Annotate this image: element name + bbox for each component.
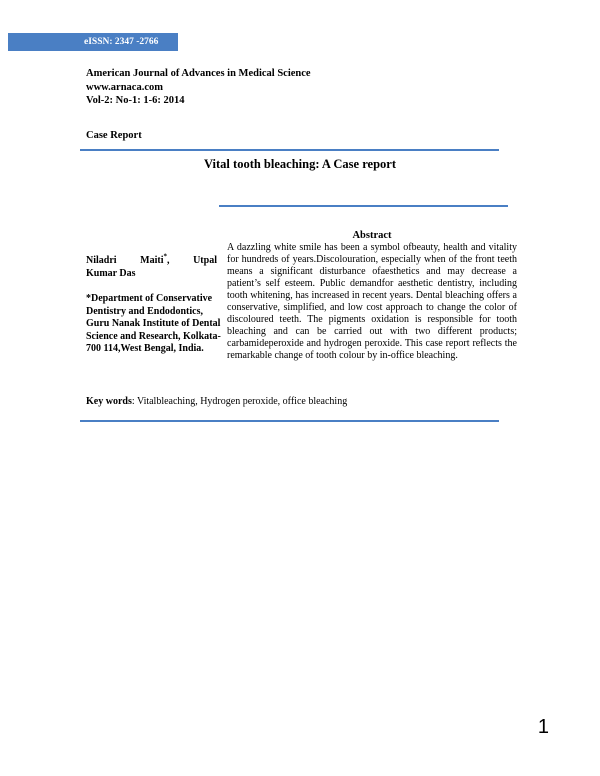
author-name-1: Niladri Maiti	[86, 255, 164, 266]
issn-banner	[8, 33, 178, 51]
author-line-2: Kumar Das	[86, 267, 136, 279]
article-type: Case Report	[86, 130, 142, 141]
journal-name: American Journal of Advances in Medical Science	[86, 68, 311, 79]
top-divider	[80, 149, 499, 151]
keywords-label: Key words	[86, 396, 132, 407]
author-line-1	[86, 252, 217, 268]
abstract-body: A dazzling white smile has been a symbol ofbeauty, health and vitality for hundreds of years.Discolouration, especially when of the front teeth means a significant disturbance ofaesthetics and may decrease a patient’s self esteem. Public demandfor aesthetic dentistry, including tooth whitening, has increased in recent years. Dental bleaching offers a conservative, simplified, and low cost approach to change the color of discoloured teeth. The pigments oxidation is responsible for tooth bleaching and can be carried out with two different products; carbamideperoxide and hydrogen peroxide. This case report reflects the remarkable change of tooth colour by in-office bleaching.	[227, 242, 517, 361]
journal-volume: Vol-2: No-1: 1-6: 2014	[86, 95, 185, 106]
corresponding-marker: *	[163, 252, 167, 261]
author-separator: , Utpal	[166, 255, 217, 266]
journal-header	[86, 67, 311, 108]
bottom-divider	[80, 420, 499, 422]
keywords-text: : Vitalbleaching, Hydrogen peroxide, office bleaching	[131, 396, 348, 407]
issn-text: eISSN: 2347 -2766	[84, 37, 159, 47]
article-title: Vital tooth bleaching: A Case report	[203, 157, 396, 171]
journal-website: www.arnaca.com	[86, 81, 163, 93]
page-number: 1	[537, 716, 549, 738]
author-affiliation: *Department of Conservative Dentistry and Endodontics, Guru Nanak Institute of Dental Science and Research, Kolkata-700 114,West Bengal, India.	[86, 293, 221, 354]
keywords	[86, 396, 347, 407]
author-list	[86, 252, 217, 280]
abstract-divider	[219, 205, 508, 207]
abstract-heading: Abstract	[352, 230, 392, 241]
